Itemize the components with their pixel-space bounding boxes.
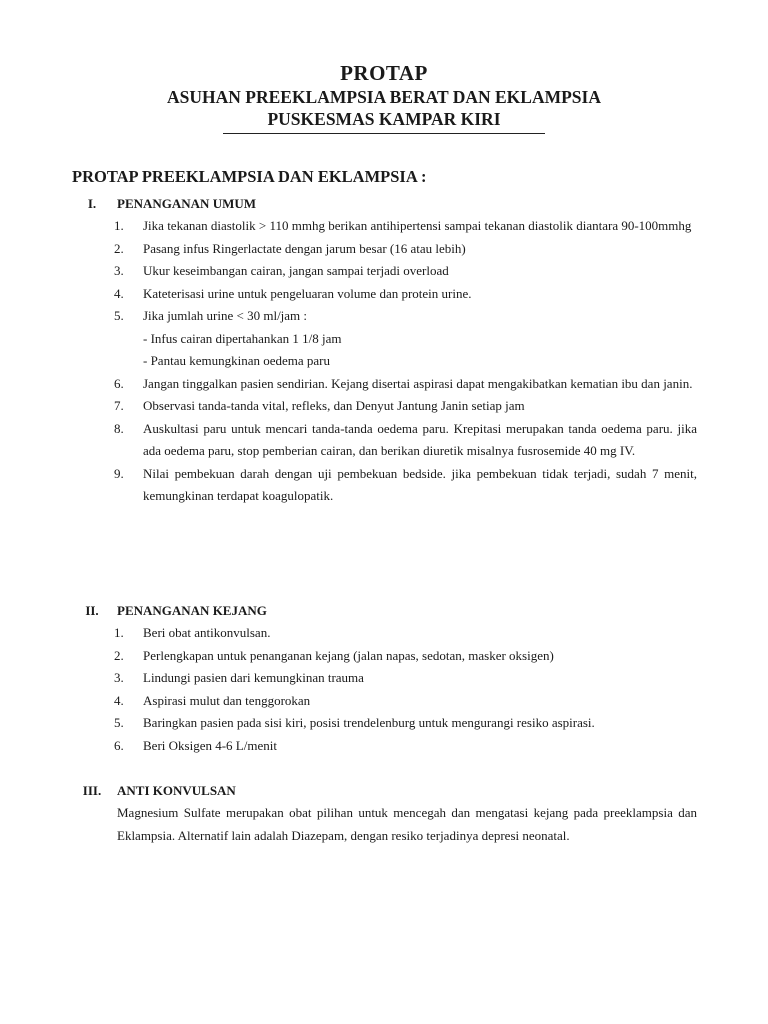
item-text: Auskultasi paru untuk mencari tanda-tanda oedema paru. Krepitasi merupakan tanda oedema paru. jika ada oedema paru, stop pemberian cairan, dan berikan diuretik misalnya fusrosemide 40 mg IV. bbox=[143, 420, 697, 458]
section-heading bbox=[0, 600, 768, 622]
item-text: Jangan tinggalkan pasien sendirian. Kejang disertai aspirasi dapat mengakibatkan kematian ibu dan janin. bbox=[143, 375, 693, 391]
list-item bbox=[0, 712, 768, 735]
item-number: 9. bbox=[114, 465, 124, 481]
main-heading: PROTAP PREEKLAMPSIA DAN EKLAMPSIA : bbox=[72, 167, 427, 186]
list-item bbox=[0, 215, 768, 238]
item-text: Beri obat antikonvulsan. bbox=[143, 625, 271, 640]
item-text-block bbox=[143, 305, 697, 373]
section-title: PENANGANAN KEJANG bbox=[117, 603, 267, 618]
numbered-list bbox=[0, 215, 768, 508]
item-number: 3. bbox=[114, 263, 124, 278]
section-number: III. bbox=[82, 783, 102, 798]
item-text: Ukur keseimbangan cairan, jangan sampai terjadi overload bbox=[143, 263, 449, 278]
list-item bbox=[0, 645, 768, 668]
item-text: Kateterisasi urine untuk pengeluaran volume dan protein urine. bbox=[143, 285, 472, 301]
item-text: Nilai pembekuan darah dengan uji pembekuan bedside. jika pembekuan tidak terjadi, sudah 7 menit, kemungkinan terdapat koagulopatik. bbox=[143, 465, 697, 503]
item-text: Pasang infus Ringerlactate dengan jarum besar (16 atau lebih) bbox=[143, 240, 466, 256]
section-title: PENANGANAN UMUM bbox=[117, 196, 257, 211]
item-number: 1. bbox=[114, 218, 124, 233]
list-item bbox=[0, 305, 768, 373]
list-item bbox=[0, 667, 768, 690]
numbered-list bbox=[0, 622, 768, 757]
item-text: Beri Oksigen 4-6 L/menit bbox=[143, 737, 277, 753]
item-number: 6. bbox=[114, 375, 124, 391]
document-subtitle-line1: ASUHAN PREEKLAMPSIA BERAT DAN EKLAMPSIA bbox=[167, 87, 601, 107]
item-text: Aspirasi mulut dan tenggorokan bbox=[143, 692, 311, 708]
list-item bbox=[0, 373, 768, 396]
section-heading bbox=[0, 193, 768, 215]
list-item bbox=[0, 238, 768, 261]
item-number: 6. bbox=[114, 737, 124, 753]
list-item bbox=[0, 395, 768, 418]
list-item bbox=[0, 735, 768, 758]
section-anti-konvulsan bbox=[0, 780, 768, 847]
section-title: ANTI KONVULSAN bbox=[117, 783, 236, 798]
list-item bbox=[0, 283, 768, 306]
section-number: I. bbox=[87, 196, 97, 211]
item-number: 5. bbox=[114, 715, 124, 730]
sub-item-text: - Pantau kemungkinan oedema paru bbox=[143, 353, 330, 368]
item-text: Baringkan pasien pada sisi kiri, posisi trendelenburg untuk mengurangi resiko aspirasi. bbox=[143, 715, 595, 730]
header-underline bbox=[223, 133, 545, 134]
document-subtitle-line2: PUSKESMAS KAMPAR KIRI bbox=[267, 109, 501, 129]
item-number: 2. bbox=[114, 240, 124, 256]
section-penanganan-umum bbox=[0, 193, 768, 508]
section-penanganan-kejang bbox=[0, 600, 768, 757]
item-text: Jika jumlah urine < 30 ml/jam : bbox=[143, 308, 308, 323]
list-item bbox=[0, 622, 768, 645]
item-number: 4. bbox=[114, 285, 124, 301]
item-number: 4. bbox=[114, 692, 124, 708]
item-text: Observasi tanda-tanda vital, refleks, dan Denyut Jantung Janin setiap jam bbox=[143, 398, 525, 413]
list-item bbox=[0, 463, 768, 508]
list-item bbox=[0, 260, 768, 283]
list-item bbox=[0, 418, 768, 463]
section-paragraph: Magnesium Sulfate merupakan obat pilihan untuk mencegah dan mengatasi kejang pada preeklampsia dan Eklampsia. Alternatif lain adalah Diazepam, dengan resiko terjadinya depresi neonatal. bbox=[117, 805, 697, 843]
section-number: II. bbox=[85, 603, 99, 618]
item-number: 5. bbox=[114, 308, 124, 323]
section-heading bbox=[0, 780, 768, 802]
document-header bbox=[0, 60, 768, 134]
item-text: Jika tekanan diastolik > 110 mmhg berikan antihipertensi sampai tekanan diastolik diantara 90-100mmhg bbox=[143, 218, 692, 233]
item-number: 7. bbox=[114, 398, 124, 413]
item-number: 2. bbox=[114, 647, 124, 663]
item-text: Lindungi pasien dari kemungkinan trauma bbox=[143, 670, 364, 685]
list-item bbox=[0, 690, 768, 713]
item-number: 8. bbox=[114, 420, 124, 436]
document-title: PROTAP bbox=[340, 61, 428, 85]
item-number: 3. bbox=[114, 670, 124, 685]
item-number: 1. bbox=[114, 625, 124, 640]
sub-item-text: - Infus cairan dipertahankan 1 1/8 jam bbox=[143, 330, 342, 346]
item-text: Perlengkapan untuk penanganan kejang (jalan napas, sedotan, masker oksigen) bbox=[143, 647, 554, 663]
